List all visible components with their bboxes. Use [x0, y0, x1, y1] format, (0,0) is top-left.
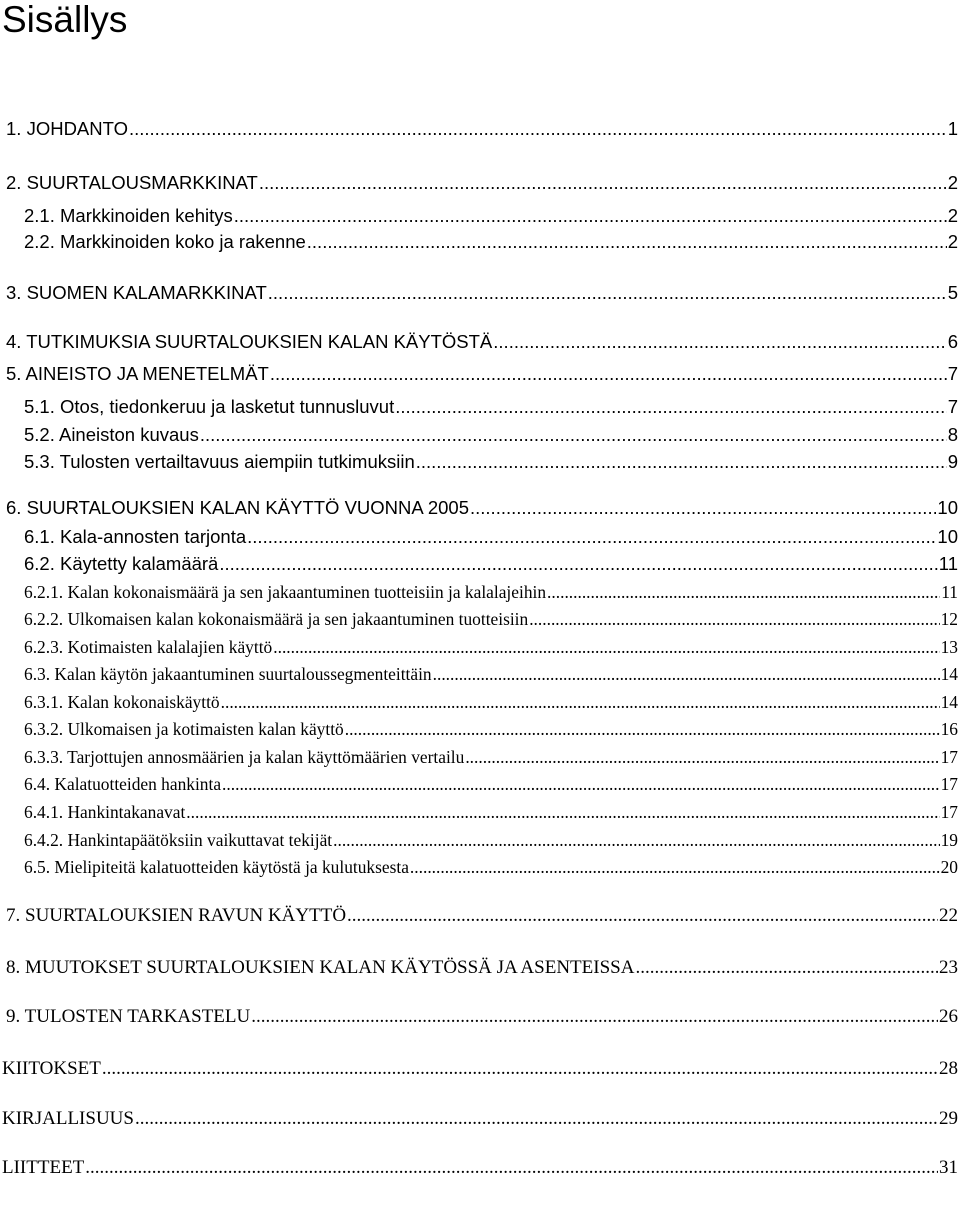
- dot-leader: [251, 1004, 938, 1030]
- dot-leader: [333, 827, 939, 853]
- toc-entry[interactable]: [24, 229, 958, 255]
- toc-entry-page-number: 22: [939, 905, 958, 926]
- toc-entry-page-number: 8: [947, 424, 958, 445]
- toc-entry[interactable]: [6, 116, 958, 142]
- toc-entry-label: 6.1. Kala-annosten tarjonta: [24, 526, 247, 547]
- dot-leader: [307, 229, 947, 255]
- dot-leader: [465, 744, 939, 770]
- toc-entry-label: 6.3. Kalan käytön jakaantuminen suurtaloussegmenteittäin: [24, 664, 432, 684]
- toc-entry-label: 6.4.1. Hankintakanavat: [24, 802, 186, 822]
- toc-entry-page-number: 5: [947, 282, 958, 303]
- toc-entry-page-number: 13: [940, 637, 958, 657]
- toc-entry-label: 7. SUURTALOUKSIEN RAVUN KÄYTTÖ: [6, 905, 347, 926]
- dot-leader: [345, 716, 940, 742]
- dot-leader: [186, 799, 939, 825]
- toc-entry[interactable]: [6, 280, 958, 306]
- dot-leader: [433, 661, 940, 687]
- toc-entry[interactable]: [24, 689, 958, 715]
- dot-leader: [219, 551, 937, 577]
- dot-leader: [268, 280, 947, 306]
- toc-entry[interactable]: [24, 661, 958, 687]
- dot-leader: [129, 116, 947, 142]
- toc-entry-label: 2.1. Markkinoiden kehitys: [24, 205, 233, 226]
- toc-entry-label: 6.3.1. Kalan kokonaiskäyttö: [24, 692, 220, 712]
- dot-leader: [470, 495, 936, 521]
- dot-leader: [395, 394, 946, 420]
- toc-entry-label: 6.2.1. Kalan kokonaismäärä ja sen jakaantuminen tuotteisiin ja kalalajeihin: [24, 582, 547, 602]
- toc-entry-page-number: 16: [940, 719, 958, 739]
- toc-entry-label: 1. JOHDANTO: [6, 118, 128, 139]
- toc-entry-page-number: 29: [939, 1108, 958, 1129]
- toc-entry-label: 5.3. Tulosten vertailtavuus aiempiin tutkimuksiin: [24, 451, 415, 472]
- dot-leader: [135, 1106, 938, 1132]
- toc-entry[interactable]: [24, 744, 958, 770]
- toc-entry-label: 8. MUUTOKSET SUURTALOUKSIEN KALAN KÄYTÖSSÄ JA ASENTEISSA: [6, 957, 635, 978]
- dot-leader: [273, 634, 939, 660]
- dot-leader: [247, 524, 936, 550]
- dot-leader: [102, 1056, 938, 1082]
- toc-entry-page-number: 23: [939, 957, 958, 978]
- toc-entry-label: 6.2. Käytetty kalamäärä: [24, 553, 219, 574]
- toc-entry[interactable]: [6, 495, 958, 521]
- toc-entry[interactable]: [6, 955, 958, 981]
- toc-entry[interactable]: [24, 827, 958, 853]
- toc-entry-label: KIITOKSET: [2, 1058, 101, 1079]
- toc-entry[interactable]: [24, 799, 958, 825]
- toc-entry[interactable]: [6, 329, 958, 355]
- toc-entry[interactable]: [24, 524, 958, 550]
- toc-entry-page-number: 7: [947, 363, 958, 384]
- toc-entry[interactable]: [24, 606, 958, 632]
- toc-entry-label: 2. SUURTALOUSMARKKINAT: [6, 172, 258, 193]
- toc-entry-page-number: 26: [939, 1006, 958, 1027]
- toc-entry-page-number: 2: [947, 205, 958, 226]
- toc-entry[interactable]: [24, 551, 958, 577]
- toc-entry-page-number: 1: [947, 118, 958, 139]
- dot-leader: [234, 203, 947, 229]
- toc-entry[interactable]: [24, 579, 958, 605]
- toc-entry-page-number: 20: [940, 857, 958, 877]
- toc-entry-page-number: 17: [940, 774, 958, 794]
- toc-entry-label: 6.4. Kalatuotteiden hankinta: [24, 774, 222, 794]
- toc-entry-page-number: 7: [947, 396, 958, 417]
- toc-entry-page-number: 11: [941, 582, 958, 602]
- toc-entry[interactable]: [2, 1106, 958, 1132]
- toc-entry[interactable]: [6, 1004, 958, 1030]
- toc-entry[interactable]: [6, 903, 958, 929]
- toc-entry-label: 6.2.3. Kotimaisten kalalajien käyttö: [24, 637, 273, 657]
- toc-entry-label: LIITTEET: [2, 1157, 85, 1178]
- toc-entry-label: KIRJALLISUUS: [2, 1108, 134, 1129]
- toc-entry[interactable]: [24, 203, 958, 229]
- toc-entry-page-number: 14: [940, 664, 958, 684]
- dot-leader: [259, 170, 947, 196]
- toc-entry-page-number: 12: [940, 609, 958, 629]
- toc-entry-label: 4. TUTKIMUKSIA SUURTALOUKSIEN KALAN KÄYTÖSTÄ: [6, 331, 493, 352]
- dot-leader: [529, 606, 939, 632]
- toc-entry-page-number: 10: [937, 526, 958, 547]
- toc-entry-page-number: 10: [937, 497, 958, 518]
- toc-entry-label: 5.1. Otos, tiedonkeruu ja lasketut tunnusluvut: [24, 396, 395, 417]
- toc-entry-page-number: 17: [940, 747, 958, 767]
- toc-entry[interactable]: [24, 449, 958, 475]
- dot-leader: [200, 422, 947, 448]
- page-title: Sisällys: [2, 0, 128, 40]
- dot-leader: [222, 771, 940, 797]
- toc-entry[interactable]: [24, 771, 958, 797]
- toc-entry-label: 5. AINEISTO JA MENETELMÄT: [6, 363, 269, 384]
- toc-entry-label: 2.2. Markkinoiden koko ja rakenne: [24, 231, 306, 252]
- dot-leader: [270, 361, 947, 387]
- toc-entry-label: 6.2.2. Ulkomaisen kalan kokonaismäärä ja sen jakaantuminen tuotteisiin: [24, 609, 529, 629]
- toc-entry-label: 9. TULOSTEN TARKASTELU: [6, 1006, 251, 1027]
- dot-leader: [493, 329, 946, 355]
- toc-entry[interactable]: [2, 1056, 958, 1082]
- dot-leader: [410, 854, 940, 880]
- toc-entry[interactable]: [2, 1155, 958, 1181]
- toc-entry-page-number: 14: [940, 692, 958, 712]
- toc-entry[interactable]: [6, 170, 958, 196]
- toc-entry[interactable]: [6, 361, 958, 387]
- toc-entry-label: 6.4.2. Hankintapäätöksiin vaikuttavat tekijät: [24, 830, 333, 850]
- toc-entry-label: 6.3.2. Ulkomaisen ja kotimaisten kalan käyttö: [24, 719, 344, 739]
- dot-leader: [416, 449, 947, 475]
- toc-entry-label: 6.3.3. Tarjottujen annosmäärien ja kalan käyttömäärien vertailu: [24, 747, 465, 767]
- toc-entry-page-number: 11: [938, 553, 958, 574]
- toc-entry[interactable]: [24, 394, 958, 420]
- dot-leader: [85, 1155, 938, 1181]
- toc-entry-page-number: 17: [940, 802, 958, 822]
- toc-entry-page-number: 6: [947, 331, 958, 352]
- toc-entry[interactable]: [24, 634, 958, 660]
- toc-entry[interactable]: [24, 422, 958, 448]
- toc-entry-page-number: 31: [939, 1157, 958, 1178]
- toc-entry-label: 6. SUURTALOUKSIEN KALAN KÄYTTÖ VUONNA 2005: [6, 497, 469, 518]
- dot-leader: [635, 955, 938, 981]
- toc-entry-page-number: 28: [939, 1058, 958, 1079]
- toc-entry[interactable]: [24, 716, 958, 742]
- toc-entry-page-number: 2: [947, 231, 958, 252]
- toc-entry-page-number: 9: [947, 451, 958, 472]
- toc-entry-page-number: 19: [940, 830, 958, 850]
- toc-entry[interactable]: [24, 854, 958, 880]
- dot-leader: [347, 903, 938, 929]
- dot-leader: [221, 689, 940, 715]
- dot-leader: [547, 579, 940, 605]
- toc-entry-label: 3. SUOMEN KALAMARKKINAT: [6, 282, 267, 303]
- toc-entry-label: 5.2. Aineiston kuvaus: [24, 424, 199, 445]
- toc-entry-page-number: 2: [947, 172, 958, 193]
- toc-entry-label: 6.5. Mielipiteitä kalatuotteiden käytöstä ja kulutuksesta: [24, 857, 409, 877]
